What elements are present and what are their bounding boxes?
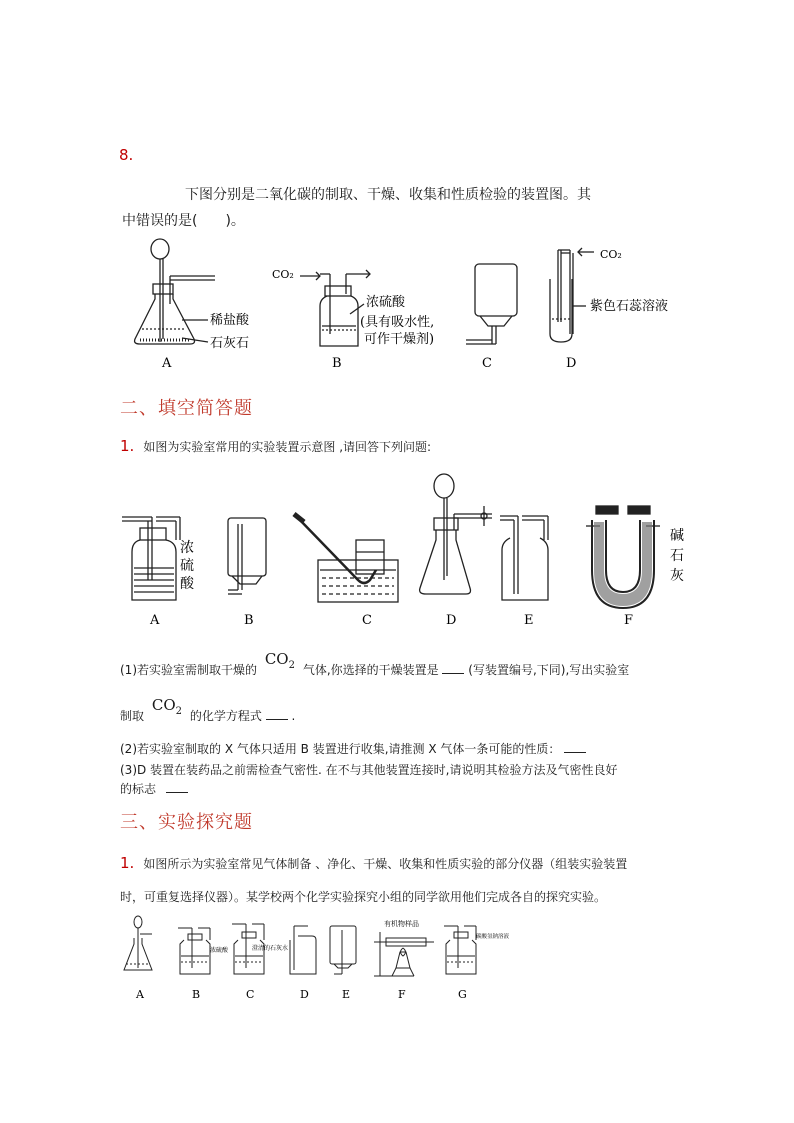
text: (2)若实验室制取的 X 气体只适用 B 装置进行收集,请推测 X 气体一条可能的性质： bbox=[120, 742, 561, 756]
label-litmus: 紫色石蕊溶液 bbox=[590, 299, 669, 314]
apparatus-b bbox=[228, 518, 266, 594]
apparatus-g bbox=[444, 926, 476, 974]
question-3-line2: 时，可重复选择仪器）。某学校两个化学实验探究小组的同学欲用他们完成各自的探究实验。 bbox=[120, 890, 607, 904]
label-c-text: 澄清的石灰水 bbox=[252, 945, 289, 952]
label-a: A bbox=[150, 613, 160, 628]
label-limestone: 石灰石 bbox=[210, 336, 250, 351]
subquestion-1-line2 bbox=[120, 696, 296, 727]
text: 制取 bbox=[120, 709, 145, 723]
label-f-text: 有机物样品 bbox=[384, 920, 419, 928]
question-intro: 如图为实验室常用的实验装置示意图 ,请回答下列问题: bbox=[143, 440, 432, 454]
label-soda-1: 碱 bbox=[670, 528, 684, 544]
label-b-text: 浓硫酸 bbox=[210, 947, 229, 954]
section-title: 三、实验探究题 bbox=[120, 812, 253, 833]
label-soda-2: 石 bbox=[670, 548, 684, 564]
label-c: C bbox=[246, 988, 255, 1001]
label-absorb-1: (具有吸水性, bbox=[360, 315, 435, 330]
apparatus-a bbox=[122, 517, 180, 600]
subquestion-3-line2 bbox=[120, 780, 188, 797]
label-c: C bbox=[362, 613, 372, 628]
answer-blank[interactable] bbox=[564, 740, 586, 753]
label-b: B bbox=[192, 988, 201, 1001]
apparatus-e bbox=[330, 926, 356, 974]
question-text: 如图所示为实验室常见气体制备 、净化、干燥、收集和性质实验的部分仪器（组装实验装置 bbox=[143, 857, 628, 871]
question-number: 1. bbox=[120, 437, 135, 455]
label-b: B bbox=[244, 613, 254, 628]
question-number: 8. bbox=[119, 146, 134, 164]
text: 的标志 bbox=[120, 782, 157, 796]
answer-blank[interactable] bbox=[442, 661, 464, 674]
label-soda-3: 灰 bbox=[670, 568, 684, 584]
label-a: A bbox=[162, 356, 172, 371]
label-c: C bbox=[482, 356, 492, 371]
label-d: D bbox=[300, 988, 309, 1001]
label-conc-2: 硫 bbox=[180, 558, 194, 574]
label-f: F bbox=[398, 988, 406, 1001]
apparatus-f bbox=[374, 932, 434, 976]
label-d: D bbox=[446, 613, 457, 628]
label-g-text: 碳酸氢钠溶液 bbox=[476, 934, 510, 940]
label-f: F bbox=[624, 613, 634, 628]
label-g: G bbox=[458, 988, 467, 1001]
label-d: D bbox=[566, 356, 577, 371]
answer-blank[interactable] bbox=[166, 780, 188, 793]
apparatus-e bbox=[500, 516, 548, 600]
label-conc-3: 酸 bbox=[180, 576, 194, 592]
apparatus-d bbox=[550, 248, 594, 342]
text: 的化学方程式 bbox=[189, 709, 262, 723]
label-b: B bbox=[332, 356, 342, 371]
apparatus-a bbox=[135, 239, 215, 344]
subquestion-1-line1 bbox=[120, 650, 680, 681]
label-a: A bbox=[136, 988, 144, 1001]
label-co2-d: CO₂ bbox=[600, 248, 622, 261]
subquestion-2 bbox=[120, 740, 586, 757]
apparatus-c bbox=[466, 264, 517, 344]
label-co2-b: CO₂ bbox=[272, 268, 294, 281]
question-3-line1 bbox=[120, 853, 627, 872]
apparatus-d bbox=[290, 926, 316, 974]
co2-formula: $CO_2$ bbox=[151, 696, 182, 717]
answer-blank[interactable] bbox=[266, 707, 288, 720]
lab-apparatus-figure bbox=[118, 470, 692, 630]
co2-formula: $CO_2$ bbox=[264, 650, 295, 671]
question-text-line2: 中错误的是( )。 bbox=[122, 213, 245, 229]
text: (1)若实验室需制取干燥的 bbox=[120, 663, 257, 677]
co2-apparatus-figure bbox=[120, 234, 680, 374]
question-text-line1: 下图分别是二氧化碳的制取、干燥、收集和性质检验的装置图。其 bbox=[185, 187, 591, 203]
text: . bbox=[291, 709, 296, 723]
apparatus-d bbox=[420, 474, 492, 594]
label-e: E bbox=[342, 988, 351, 1001]
gas-apparatus-figure bbox=[118, 912, 510, 1004]
question-1-header bbox=[120, 436, 431, 455]
apparatus-c bbox=[294, 514, 398, 602]
apparatus-a bbox=[124, 916, 152, 970]
text: 气体,你选择的干燥装置是 bbox=[302, 663, 439, 677]
apparatus-f bbox=[586, 506, 660, 608]
apparatus-b bbox=[300, 270, 370, 346]
label-absorb-2: 可作干燥剂) bbox=[364, 332, 435, 347]
label-dilute-hcl: 稀盐酸 bbox=[210, 313, 250, 328]
label-conc-h2so4: 浓硫酸 bbox=[366, 295, 406, 310]
text: (写装置编号,下同),写出实验室 bbox=[468, 663, 630, 677]
section-title: 二、填空简答题 bbox=[120, 398, 253, 419]
question-number: 1. bbox=[120, 854, 135, 872]
label-conc-1: 浓 bbox=[180, 540, 194, 556]
subquestion-3-line1: (3)D 装置在装药品之前需检查气密性. 在不与其他装置连接时,请说明其检验方法及气密性良好 bbox=[120, 763, 618, 777]
apparatus-b bbox=[178, 928, 210, 974]
label-e: E bbox=[524, 613, 534, 628]
